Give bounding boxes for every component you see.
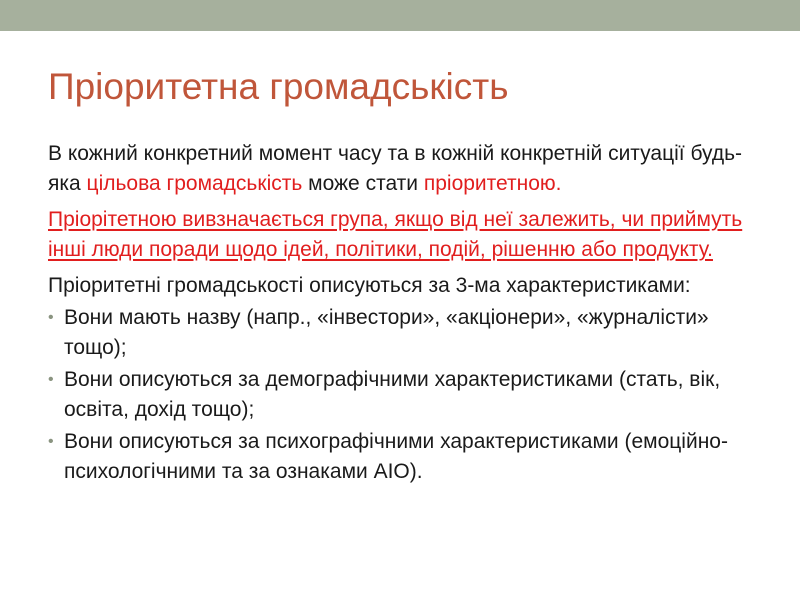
list-item-text: Вони описуються за демографічними характеристиками (стать, вік, освіта, дохід тощо);: [64, 368, 721, 421]
top-accent-bar: [0, 0, 800, 31]
list-item: [48, 303, 768, 363]
bullet-icon: •: [48, 433, 54, 450]
paragraph-3: Пріоритетні громадськості описуються за 3-ма характеристиками:: [48, 274, 691, 297]
list-item-text: Вони мають назву (напр., «інвестори», «акціонери», «журналісти» тощо);: [64, 306, 709, 359]
highlight-priority: пріоритетною.: [423, 172, 562, 195]
bullet-icon: •: [48, 371, 54, 388]
paragraph-1: [48, 139, 768, 199]
paragraph-2-definition: Пріорітетною вивзначається група, якщо від неї залежить, чи приймуть інші люди поради щодо ідей, політики, подій, рішенню або продукту.: [48, 208, 743, 261]
paragraph-1-text-a: В кожний конкретний момент часу та в кожній конкретній ситуації будь-яка: [48, 142, 743, 195]
list-item-text: Вони описуються за психографічними характеристиками (емоційно-психологічними та за ознаками АІО).: [64, 430, 728, 483]
characteristics-list: [48, 303, 768, 487]
slide-title: Пріоритетна громадськість: [48, 66, 509, 107]
paragraph-1-text-b: може стати: [302, 172, 424, 195]
list-item: [48, 365, 768, 425]
bullet-icon: •: [48, 309, 54, 326]
highlight-target-public: цільова громадськість: [86, 172, 303, 195]
list-item: [48, 427, 768, 487]
slide-body: [48, 139, 768, 489]
